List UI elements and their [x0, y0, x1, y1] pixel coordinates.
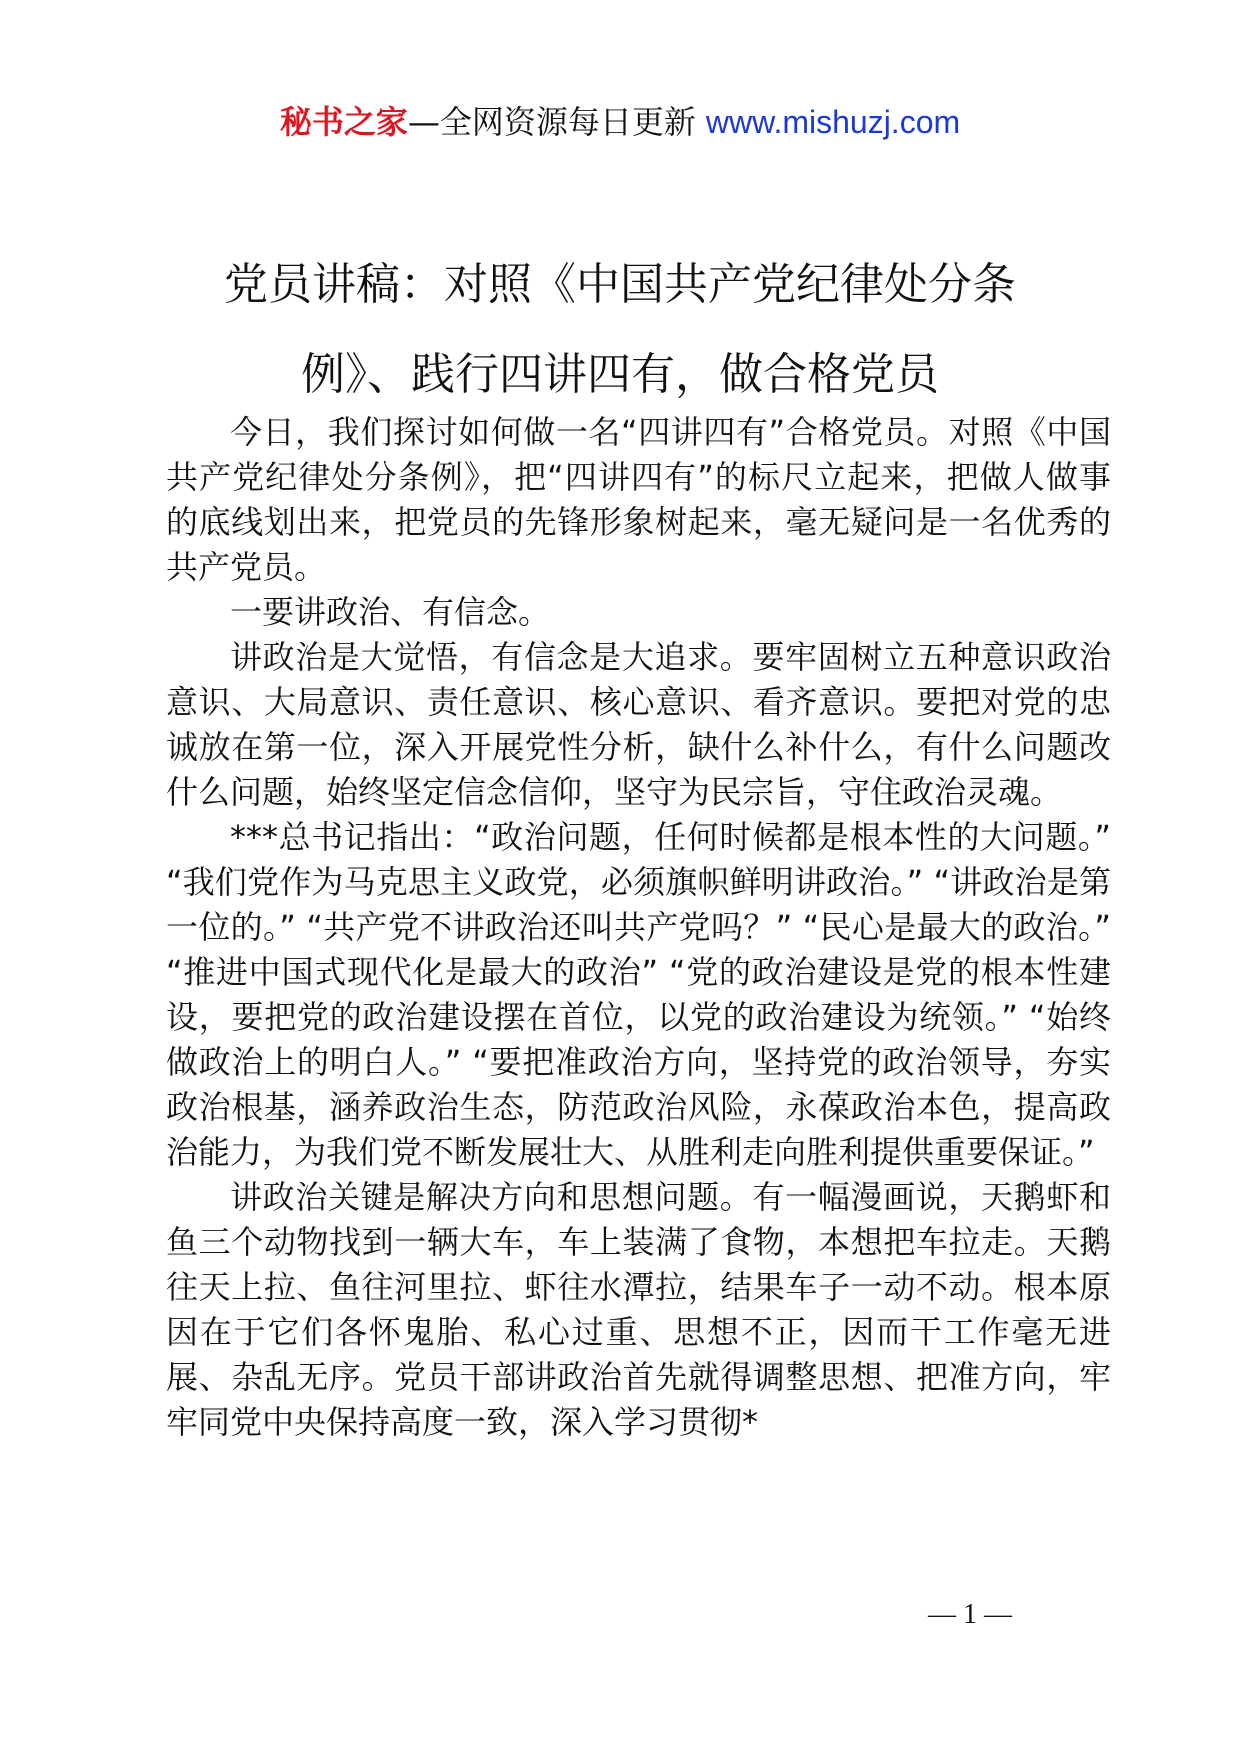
site-slogan: —全网资源每日更新: [407, 103, 696, 141]
title-line-1: 党员讲稿：对照《中国共产党纪律处分条: [224, 259, 1016, 310]
paragraph-quotes: ***总书记指出：“政治问题，任何时候都是根本性的大问题。” “我们党作为马克思主义政党，必须旗帜鲜明讲政治。” “讲政治是第一位的。” “共产党不讲政治还叫共产党吗？” “民心是最大的政治。” “推进中国式现代化是最大的政治” “党的政治建设是党的根本性建设，要把党的政治建设摆在首位，以党的政治建设为统领。” “始终做政治上的明白人。” “要把准政治方向，坚持党的政治领导，夯实政治根基，涵养政治生态，防范政治风险，永葆政治本色，提高政治能力，为我们党不断发展壮大、从胜利走向胜利提供重要保证。”: [166, 818, 1111, 1171]
document-body: [166, 410, 1111, 1445]
title-line-2: 例》、践行四讲四有，做合格党员: [301, 349, 939, 400]
site-banner: [0, 100, 1240, 144]
site-brand: 秘书之家: [279, 103, 408, 141]
document-title: [120, 240, 1120, 420]
page-number: — 1 —: [928, 1599, 1012, 1630]
paragraph-cartoon-story: 讲政治关键是解决方向和思想问题。有一幅漫画说，天鹅虾和鱼三个动物找到一辆大车，车上装满了食物，本想把车拉走。天鹅往天上拉、鱼往河里拉、虾往水潭拉，结果车子一动不动。根本原因在于它们各怀鬼胎、私心过重、思想不正，因而干工作毫无进展、杂乱无序。党员干部讲政治首先就得调整思想、把准方向，牢牢同党中央保持高度一致，深入学习贯彻*: [166, 1178, 1111, 1441]
paragraph-intro: 今日，我们探讨如何做一名“四讲四有”合格党员。对照《中国共产党纪律处分条例》，把“四讲四有”的标尺立起来，把做人做事的底线划出来，把党员的先锋形象树起来，毫无疑问是一名优秀的共产党员。: [166, 413, 1111, 586]
section-heading-1: 一要讲政治、有信念。: [230, 593, 551, 631]
site-url: www.mishuzj.com: [705, 104, 961, 140]
paragraph-political-awareness: 讲政治是大觉悟，有信念是大追求。要牢固树立五种意识政治意识、大局意识、责任意识、核心意识、看齐意识。要把对党的忠诚放在第一位，深入开展党性分析，缺什么补什么，有什么问题改什么问题，始终坚定信念信仰，坚守为民宗旨，守住政治灵魂。: [166, 638, 1111, 811]
